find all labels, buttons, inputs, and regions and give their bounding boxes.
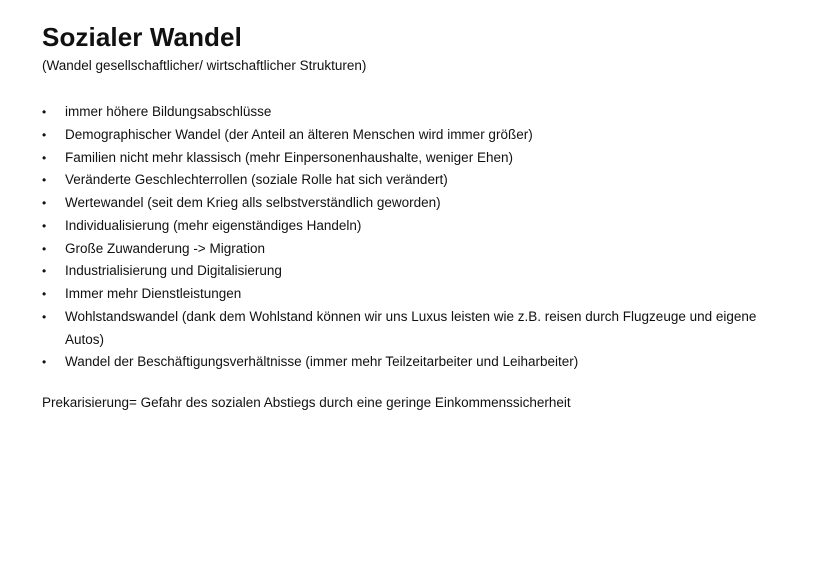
list-item-text: Familien nicht mehr klassisch (mehr Einpersonenhaushalte, weniger Ehen): [65, 149, 513, 165]
definition-note: Prekarisierung= Gefahr des sozialen Abstiegs durch eine geringe Einkommenssicherheit: [42, 395, 571, 410]
list-item: [42, 238, 782, 261]
list-item-text: Wandel der Beschäftigungsverhältnisse (immer mehr Teilzeitarbeiter und Leiharbeiter): [65, 354, 579, 370]
list-item-text: Wertewandel (seit dem Krieg alls selbstverständlich geworden): [65, 195, 441, 210]
document-page: [42, 20, 782, 412]
list-item: [42, 192, 782, 215]
list-item: [42, 169, 782, 192]
list-item: [42, 260, 782, 283]
bullet-icon: •: [42, 173, 47, 188]
list-item-text: Veränderte Geschlechterrollen (soziale Rolle hat sich verändert): [65, 172, 448, 188]
list-item: [42, 283, 782, 306]
page-title: Sozialer Wandel: [42, 22, 242, 52]
bullet-icon: •: [42, 105, 47, 119]
list-item-text: Wohlstandswandel (dank dem Wohlstand können wir uns Luxus leisten wie z.B. reisen durch Flugzeuge und eigene Autos): [65, 308, 757, 347]
list-item: [42, 306, 782, 352]
bullet-icon: •: [42, 287, 47, 301]
list-item: [42, 124, 782, 147]
list-item: [42, 215, 782, 238]
page-subtitle: (Wandel gesellschaftlicher/ wirtschaftlicher Strukturen): [42, 58, 367, 73]
bullet-icon: •: [42, 355, 47, 370]
list-item-text: Demographischer Wandel (der Anteil an älteren Menschen wird immer größer): [65, 126, 533, 142]
list-item-text: Industrialisierung und Digitalisierung: [65, 263, 282, 279]
bullet-icon: •: [42, 196, 47, 210]
bullet-icon: •: [42, 264, 47, 279]
list-item-text: Große Zuwanderung -> Migration: [65, 240, 265, 256]
bullet-icon: •: [42, 241, 47, 256]
bullet-icon: •: [42, 127, 47, 142]
bullet-icon: •: [42, 150, 47, 165]
list-item-text: Individualisierung (mehr eigenständiges Handeln): [65, 217, 362, 233]
list-item: [42, 351, 782, 374]
bullet-icon: •: [42, 309, 47, 324]
list-item-text: Immer mehr Dienstleistungen: [65, 286, 242, 301]
list-item: [42, 147, 782, 170]
bullet-list: [42, 101, 782, 374]
bullet-icon: •: [42, 218, 47, 233]
list-item: [42, 101, 782, 124]
list-item-text: immer höhere Bildungsabschlüsse: [65, 104, 272, 119]
